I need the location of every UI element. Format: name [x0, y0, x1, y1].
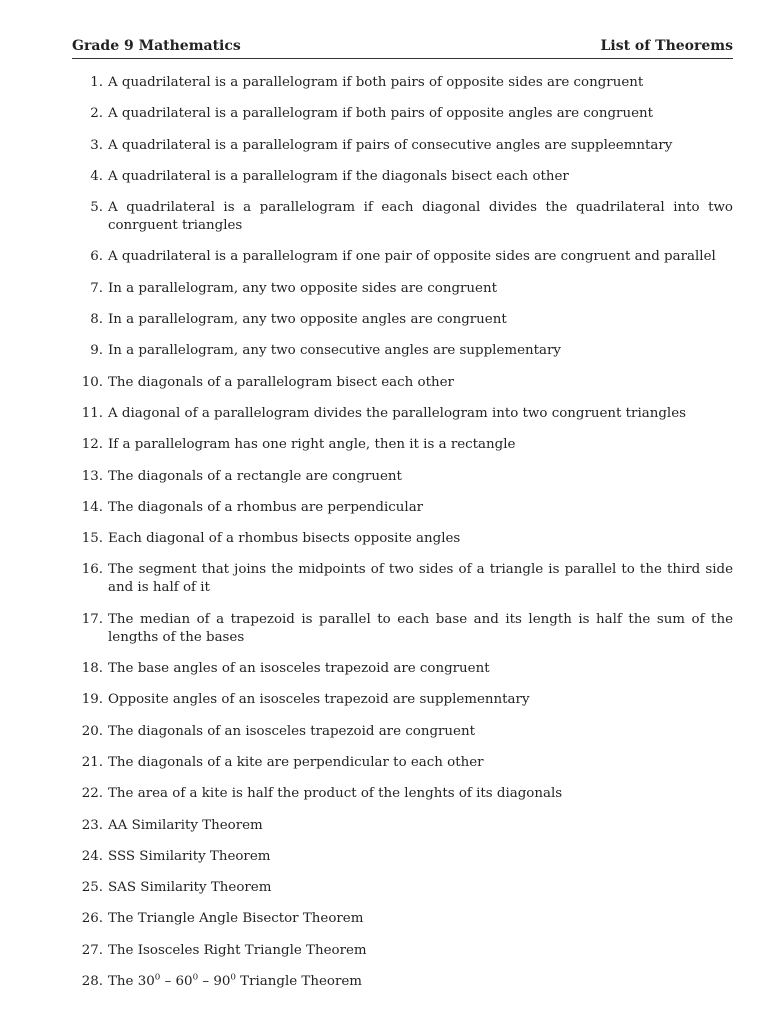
- theorem-item-27: [72, 942, 733, 960]
- theorem-item-25: [72, 879, 733, 897]
- theorem-item-8: [72, 311, 733, 329]
- theorem-text: Opposite angles of an isosceles trapezoid are supplemenntary: [108, 692, 530, 708]
- theorem-item-10: [72, 374, 733, 392]
- theorem-text: In a parallelogram, any two consecutive angles are supplementary: [108, 343, 561, 359]
- theorem-number: 16.: [81, 562, 103, 578]
- theorem-number: 4.: [90, 168, 103, 184]
- theorem-item-18: [72, 660, 733, 678]
- theorem-text: A quadrilateral is a parallelogram if one pair of opposite sides are congruent and parallel: [108, 249, 716, 265]
- theorem-item-17: [72, 611, 733, 647]
- theorem-item-1: [72, 74, 733, 92]
- theorem-text: The Triangle Angle Bisector Theorem: [108, 911, 364, 927]
- theorem-number: 15.: [81, 531, 103, 547]
- theorem-number: 21.: [81, 754, 103, 770]
- theorem-text: A quadrilateral is a parallelogram if the diagonals bisect each other: [108, 168, 569, 184]
- theorem-text: A quadrilateral is a parallelogram if both pairs of opposite angles are congruent: [108, 106, 654, 122]
- theorem-number: 26.: [81, 911, 103, 927]
- theorem-item-21: [72, 754, 733, 772]
- theorem-item-24: [72, 848, 733, 866]
- theorem-number: 20.: [81, 723, 103, 739]
- theorem-item-2: [72, 105, 733, 123]
- theorem-text: The diagonals of a rectangle are congruent: [108, 468, 402, 484]
- theorem-number: 18.: [81, 661, 103, 677]
- theorem-item-19: [72, 691, 733, 709]
- theorem-item-26: [72, 910, 733, 928]
- theorem-number: 6.: [90, 249, 103, 265]
- theorem-item-6: [72, 248, 733, 266]
- theorem-item-7: [72, 280, 733, 298]
- theorem-text: A quadrilateral is a parallelogram if both pairs of opposite sides are congruent: [108, 75, 644, 90]
- theorem-text: The median of a trapezoid is parallel to each base and its length is half the sum of the lengths of the bases: [108, 611, 733, 645]
- theorem-number: 10.: [81, 374, 103, 390]
- theorem-number: 25.: [81, 880, 103, 896]
- theorem-number: 3.: [90, 137, 103, 153]
- theorem-text: The diagonals of a rhombus are perpendicular: [108, 499, 424, 515]
- theorem-item-11: [72, 405, 733, 423]
- theorem-item-15: [72, 530, 733, 548]
- theorem-text: Each diagonal of a rhombus bisects opposite angles: [108, 531, 461, 547]
- theorem-item-20: [72, 723, 733, 741]
- theorem-number: 19.: [81, 692, 103, 708]
- theorem-number: 1.: [90, 75, 103, 90]
- theorem-number: 17.: [81, 611, 103, 627]
- theorem-number: 7.: [90, 280, 103, 296]
- theorem-text: In a parallelogram, any two opposite sides are congruent: [108, 280, 497, 296]
- theorem-item-28: [72, 973, 733, 991]
- theorem-item-22: [72, 785, 733, 803]
- theorem-text: The $30^0 - 60^0 - 90^0$ Triangle Theorem: [108, 972, 363, 990]
- theorem-number: 22.: [81, 786, 103, 802]
- theorem-number: 24.: [81, 848, 103, 864]
- theorem-item-13: [72, 468, 733, 486]
- theorem-number: 23.: [81, 817, 103, 833]
- theorem-number: 2.: [90, 106, 103, 122]
- theorem-item-16: [72, 561, 733, 597]
- theorem-text: A diagonal of a parallelogram divides the parallelogram into two congruent triangles: [108, 405, 687, 421]
- theorem-item-12: [72, 436, 733, 454]
- theorem-text: AA Similarity Theorem: [108, 817, 263, 833]
- theorem-text: SSS Similarity Theorem: [108, 848, 271, 864]
- theorem-number: 13.: [81, 468, 103, 484]
- theorem-text: The segment that joins the midpoints of two sides of a triangle is parallel to the third side and is half of it: [108, 562, 733, 596]
- theorem-number: 9.: [90, 343, 103, 359]
- theorem-text: A quadrilateral is a parallelogram if each diagonal divides the quadrilateral into two conrguent triangles: [108, 200, 733, 234]
- theorem-number: 28.: [81, 974, 103, 990]
- theorem-text: A quadrilateral is a parallelogram if pairs of consecutive angles are suppleemntary: [108, 137, 673, 153]
- header-course-title: Grade 9 Mathematics: [72, 38, 241, 54]
- theorem-item-5: [72, 199, 733, 235]
- theorem-text: The diagonals of a parallelogram bisect each other: [108, 374, 454, 390]
- theorem-text: The Isosceles Right Triangle Theorem: [108, 942, 367, 958]
- theorem-item-9: [72, 342, 733, 360]
- theorem-number: 14.: [81, 499, 103, 515]
- theorem-text: The area of a kite is half the product of the lenghts of its diagonals: [108, 786, 563, 802]
- theorem-text: In a parallelogram, any two opposite angles are congruent: [108, 312, 507, 328]
- theorem-text: SAS Similarity Theorem: [108, 880, 272, 896]
- theorem-item-3: [72, 137, 733, 155]
- theorem-number: 12.: [81, 437, 103, 453]
- theorem-item-14: [72, 499, 733, 517]
- theorem-number: 8.: [90, 312, 103, 328]
- theorem-text: The diagonals of an isosceles trapezoid are congruent: [108, 723, 475, 739]
- header-document-title: List of Theorems: [600, 38, 733, 54]
- theorem-number: 11.: [81, 405, 103, 421]
- theorem-number: 5.: [90, 200, 103, 216]
- theorem-number: 27.: [81, 942, 103, 958]
- page-header: [72, 38, 733, 59]
- theorem-item-23: [72, 817, 733, 835]
- theorem-text: The diagonals of a kite are perpendicular to each other: [108, 754, 484, 770]
- theorem-text: The base angles of an isosceles trapezoid are congruent: [108, 661, 490, 677]
- theorem-list: [72, 74, 733, 1004]
- theorem-item-4: [72, 168, 733, 186]
- theorem-text: If a parallelogram has one right angle, then it is a rectangle: [108, 437, 516, 453]
